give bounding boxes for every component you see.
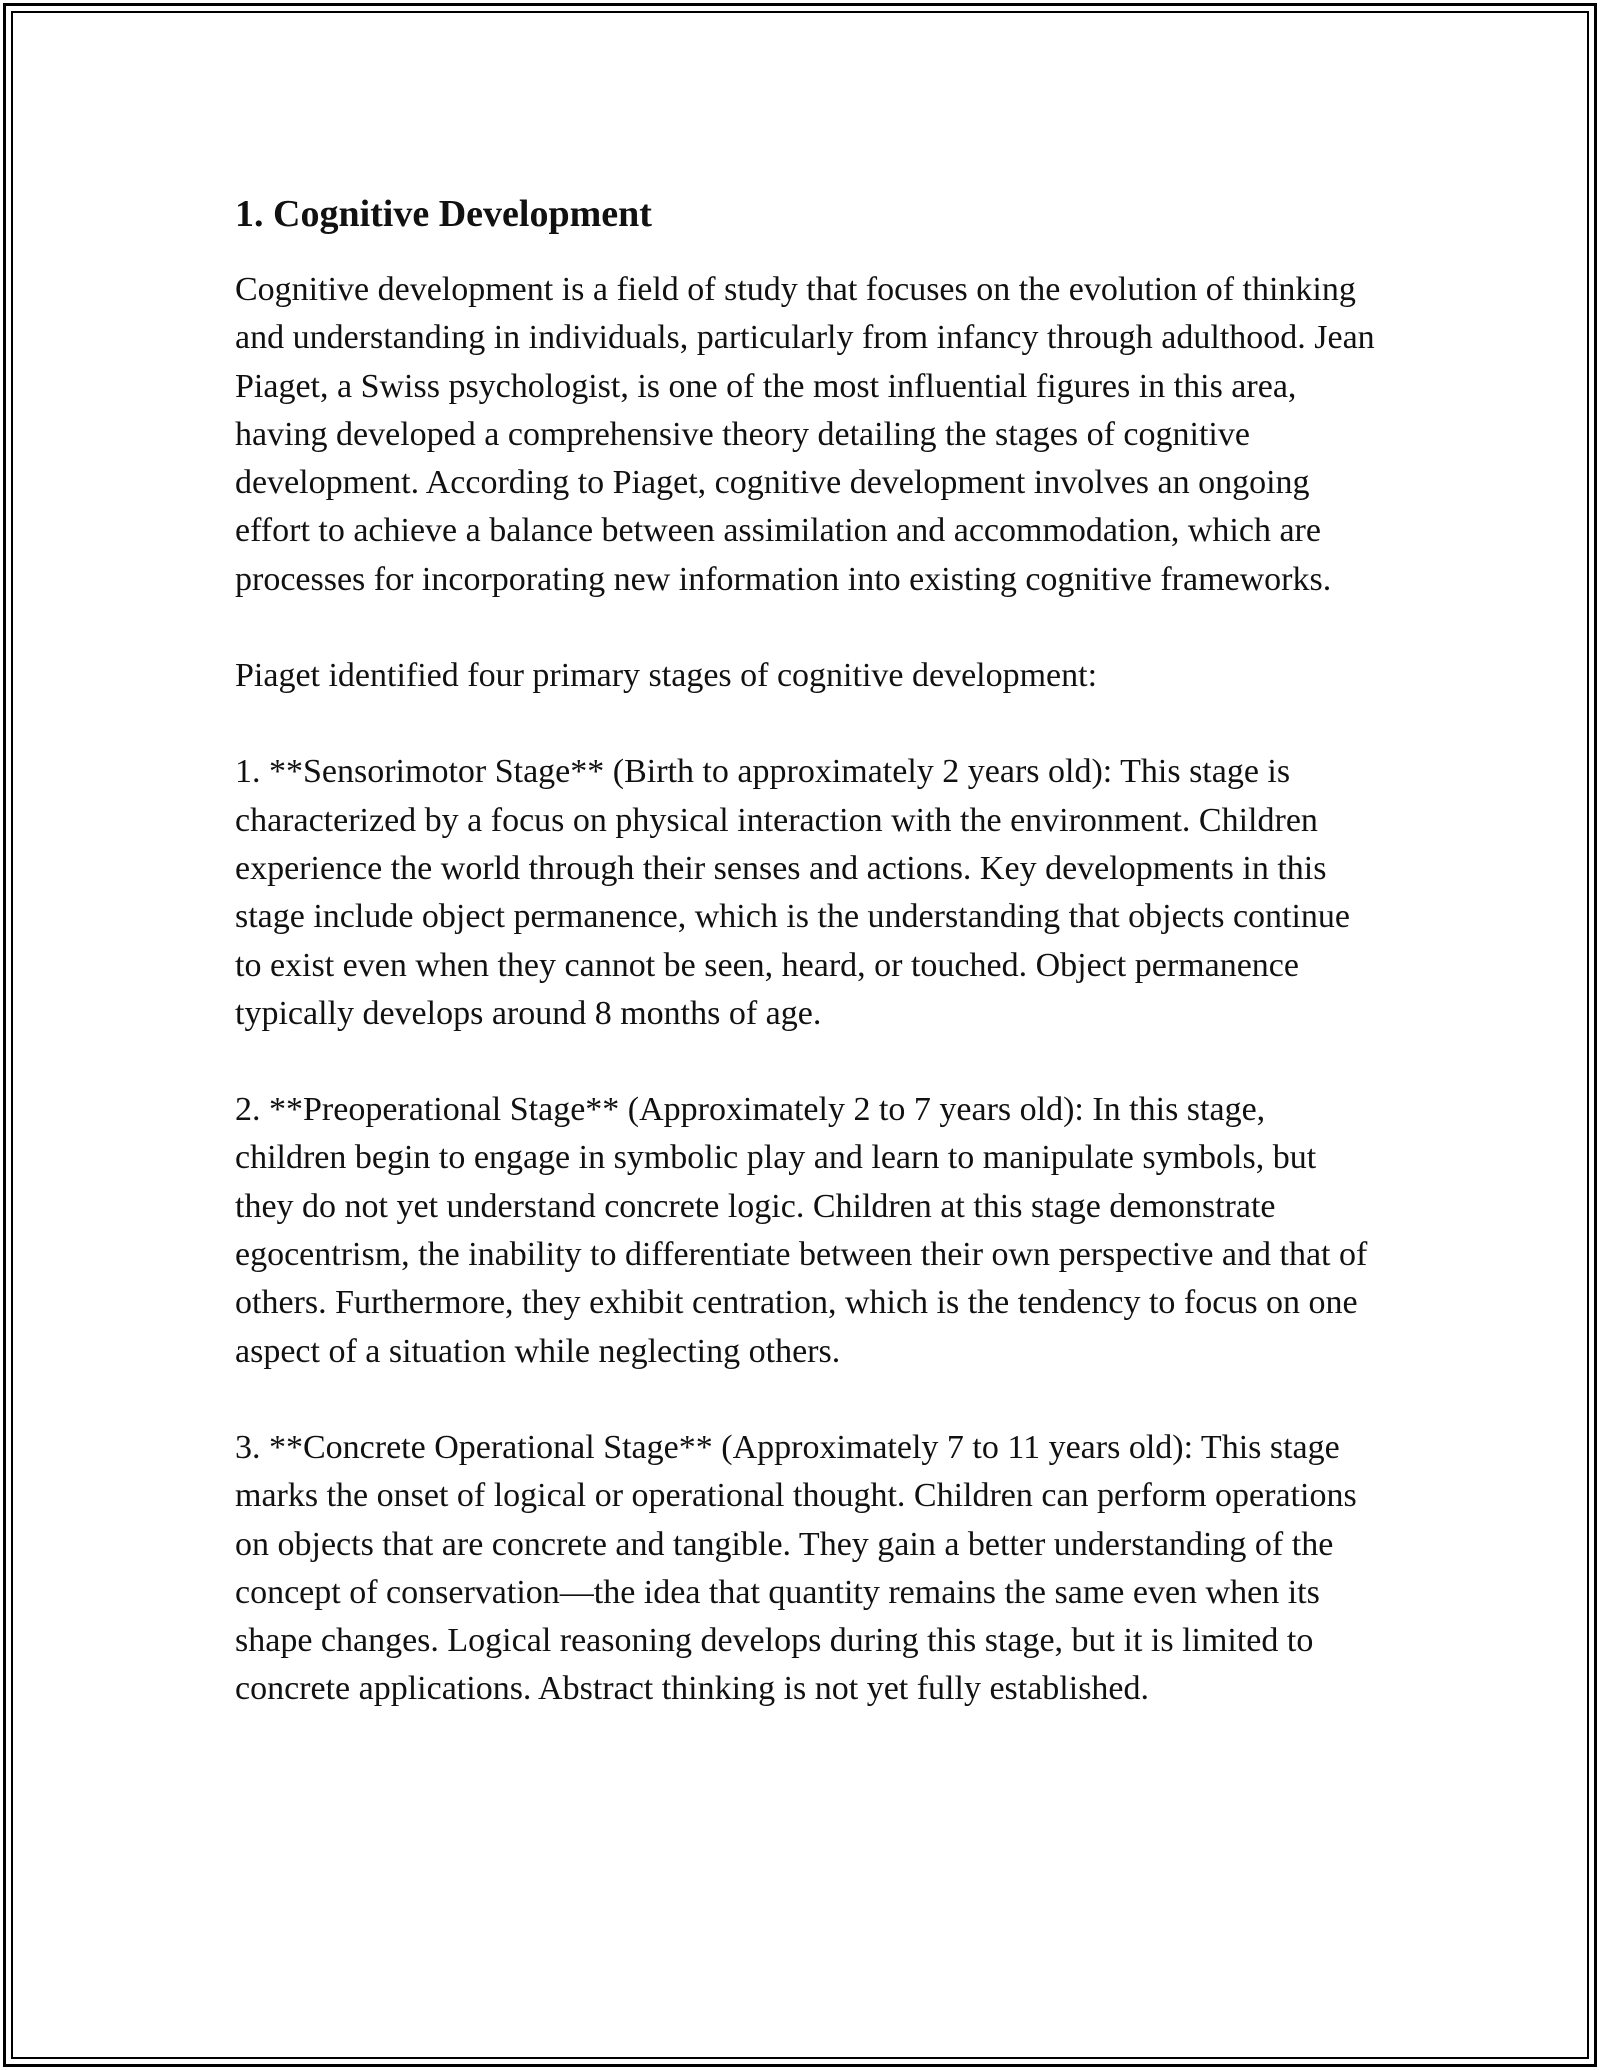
stages-intro-paragraph: Piaget identified four primary stages of cognitive development: bbox=[235, 657, 1098, 695]
sensorimotor-stage-paragraph: 1. **Sensorimotor Stage** (Birth to approximately 2 years old): This stage is characterized by a focus on physical interaction with the environment. Children experience the world through their senses and actions. Key developments in this stage include object permanence, which is the understanding that objects continue to exist even when they cannot be seen, heard, or touched. Object permanence typically develops around 8 months of age. bbox=[235, 753, 1351, 1032]
preoperational-stage-paragraph: 2. **Preoperational Stage** (Approximately 2 to 7 years old): In this stage, children begin to engage in symbolic play and learn to manipulate symbols, but they do not yet understand concrete logic. Children at this stage demonstrate egocentrism, the inability to differentiate between their own perspective and that of others. Furthermore, they exhibit centration, which is the tendency to focus on one aspect of a situation while neglecting others. bbox=[235, 1091, 1368, 1370]
intro-paragraph: Cognitive development is a field of study that focuses on the evolution of thinking and understanding in individuals, particularly from infancy through adulthood. Jean Piaget, a Swiss psychologist, is one of the most influential figures in this area, having developed a comprehensive theory detailing the stages of cognitive development. According to Piaget, cognitive development involves an ongoing effort to achieve a balance between assimilation and accommodation, which are processes for incorporating new information into existing cognitive frameworks. bbox=[235, 271, 1375, 598]
document-body bbox=[235, 188, 1375, 1762]
concrete-operational-stage-paragraph: 3. **Concrete Operational Stage** (Approximately 7 to 11 years old): This stage marks the onset of logical or operational thought. Children can perform operations on objects that are concrete and tangible. They gain a better understanding of the concept of conservation—the idea that quantity remains the same even when its shape changes. Logical reasoning develops during this stage, but it is limited to concrete applications. Abstract thinking is not yet fully established. bbox=[235, 1428, 1357, 1708]
section-heading: 1. Cognitive Development bbox=[235, 193, 652, 235]
